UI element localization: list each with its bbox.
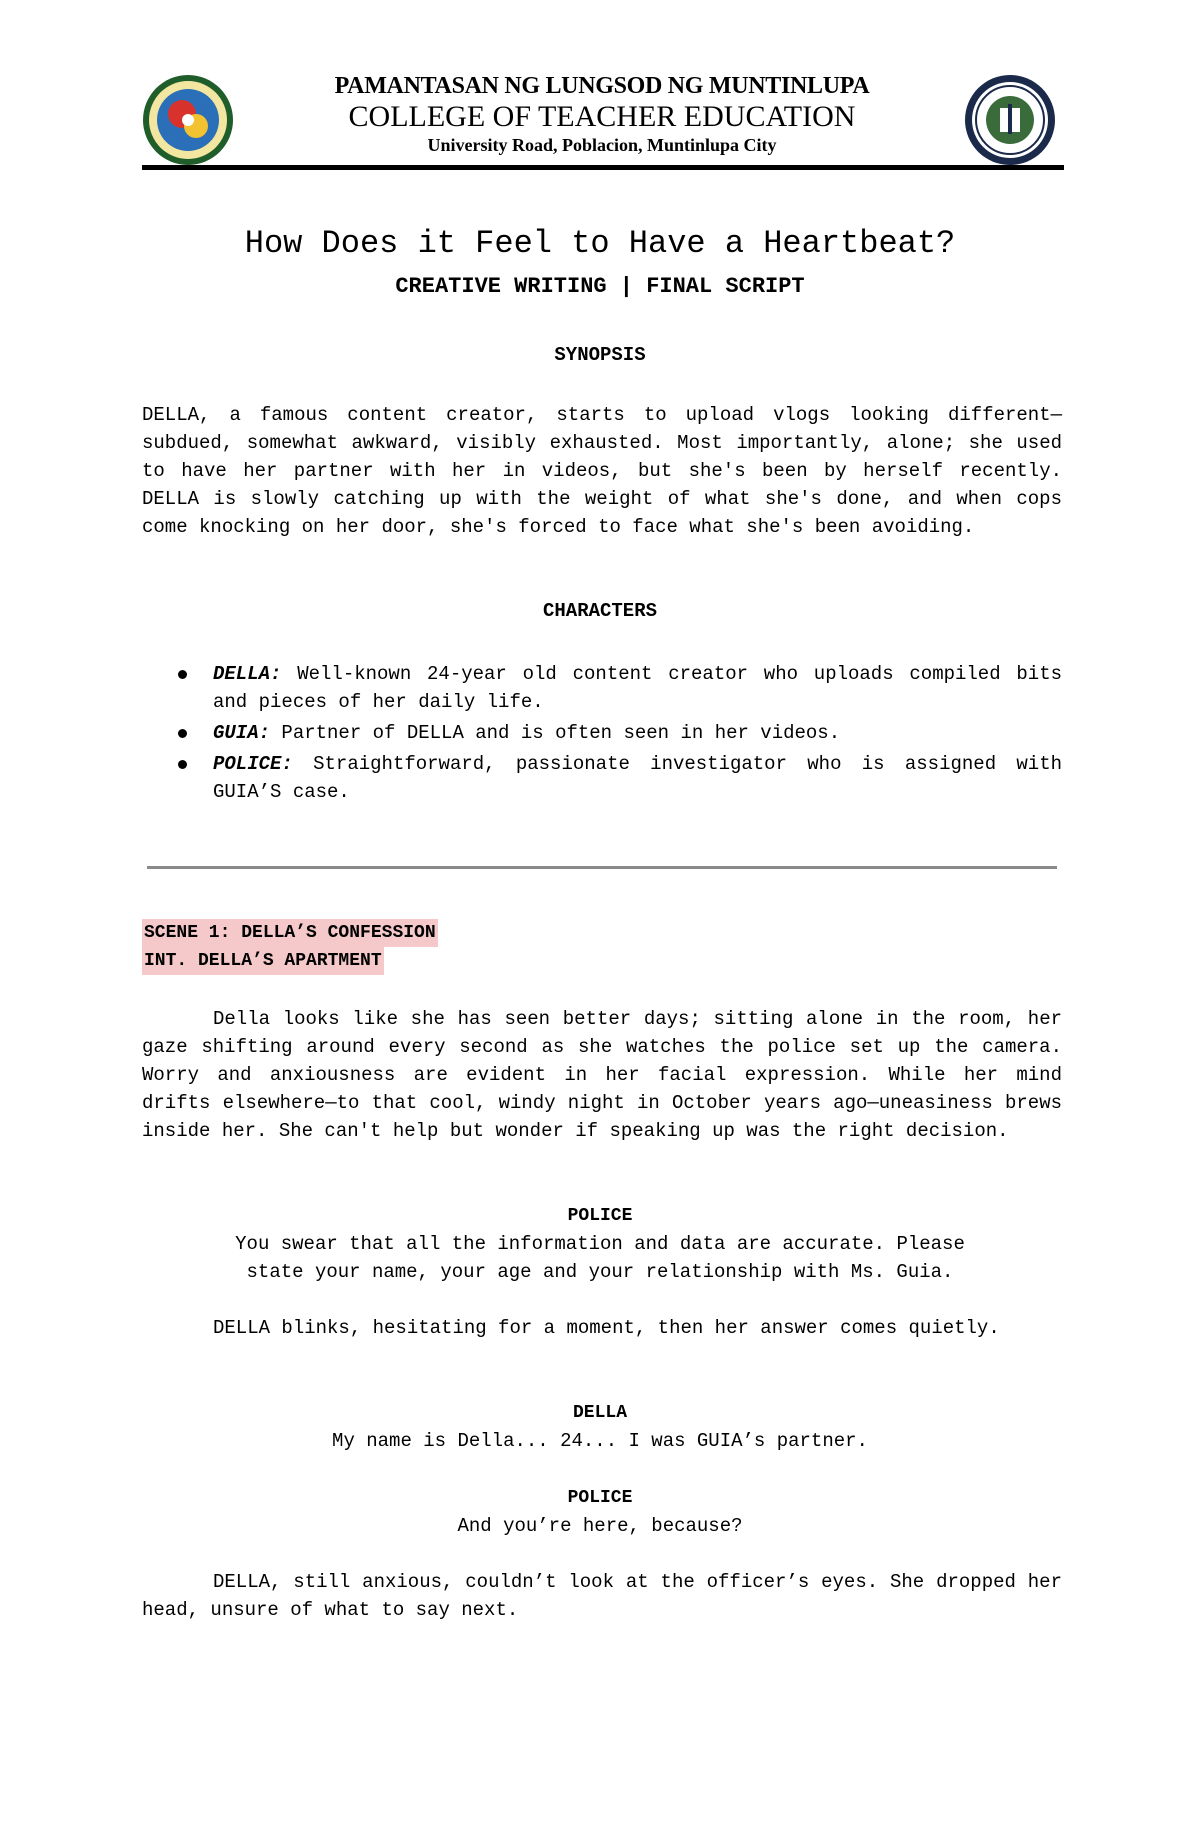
character-item: [142, 660, 1062, 716]
header-rule: [142, 165, 1064, 170]
bullet-icon: [178, 670, 187, 679]
scene-heading: SCENE 1: DELLA’S CONFESSION: [142, 919, 438, 947]
action-paragraph: Della looks like she has seen better days; sitting alone in the room, her gaze shifting around every second as she watches the police set up the camera. Worry and anxiousness are evident in her facial expression. While her mind drifts elsewhere—to that cool, windy night in October years ago—uneasiness brews inside her. She can't help but wonder if speaking up was the right decision.: [142, 1008, 1062, 1142]
speaker-police: POLICE: [567, 1206, 633, 1226]
dialogue-line: And you’re here, because?: [457, 1515, 743, 1537]
bullet-icon: [178, 760, 187, 769]
character-name: POLICE:: [213, 753, 293, 775]
script-subtitle: CREATIVE WRITING | FINAL SCRIPT: [395, 274, 805, 299]
institution-address: University Road, Poblacion, Muntinlupa City: [427, 135, 777, 155]
institution-text: [142, 72, 1062, 156]
character-description: Well-known 24-year old content creator who uploads compiled bits and pieces of her daily life.: [213, 663, 1063, 713]
scene-location: INT. DELLA’S APARTMENT: [142, 947, 384, 975]
document-header: [142, 66, 1062, 170]
bullet-icon: [178, 729, 187, 738]
characters-heading: CHARACTERS: [542, 600, 658, 622]
character-description: Partner of DELLA and is often seen in her videos.: [281, 722, 841, 744]
section-divider: [147, 866, 1057, 869]
character-description: Straightforward, passionate investigator who is assigned with GUIA’S case.: [213, 753, 1062, 803]
action-paragraph: DELLA, still anxious, couldn’t look at the officer’s eyes. She dropped her head, unsure of what to say next.: [142, 1571, 1062, 1621]
dialogue-line: You swear that all the information and data are accurate. Please: [235, 1233, 965, 1255]
speaker-police: POLICE: [567, 1488, 633, 1508]
action-paragraph: DELLA blinks, hesitating for a moment, then her answer comes quietly.: [213, 1317, 1000, 1339]
character-item: [142, 750, 1062, 806]
dialogue-line: My name is Della... 24... I was GUIA’s partner.: [332, 1430, 868, 1452]
university-name: PAMANTASAN NG LUNGSOD NG MUNTINLUPA: [334, 73, 870, 99]
character-name: GUIA:: [213, 722, 271, 744]
dialogue-line: state your name, your age and your relationship with Ms. Guia.: [246, 1261, 954, 1283]
speaker-della: DELLA: [572, 1403, 627, 1423]
college-seal-logo: [964, 74, 1056, 166]
synopsis-text: DELLA, a famous content creator, starts to upload vlogs looking different—subdued, somewhat awkward, visibly exhausted. Most importantly, alone; she used to have her partner with her in videos, but she's been by herself recently. DELLA is slowly catching up with the weight of what she's done, and when cops come knocking on her door, she's forced to face what she's been avoiding.: [142, 404, 1062, 538]
character-list: [142, 660, 1062, 809]
character-name: DELLA:: [213, 663, 282, 685]
synopsis-heading: SYNOPSIS: [554, 344, 646, 366]
college-name: COLLEGE OF TEACHER EDUCATION: [348, 100, 856, 133]
character-item: [142, 719, 1062, 747]
script-title: How Does it Feel to Have a Heartbeat?: [244, 225, 956, 262]
